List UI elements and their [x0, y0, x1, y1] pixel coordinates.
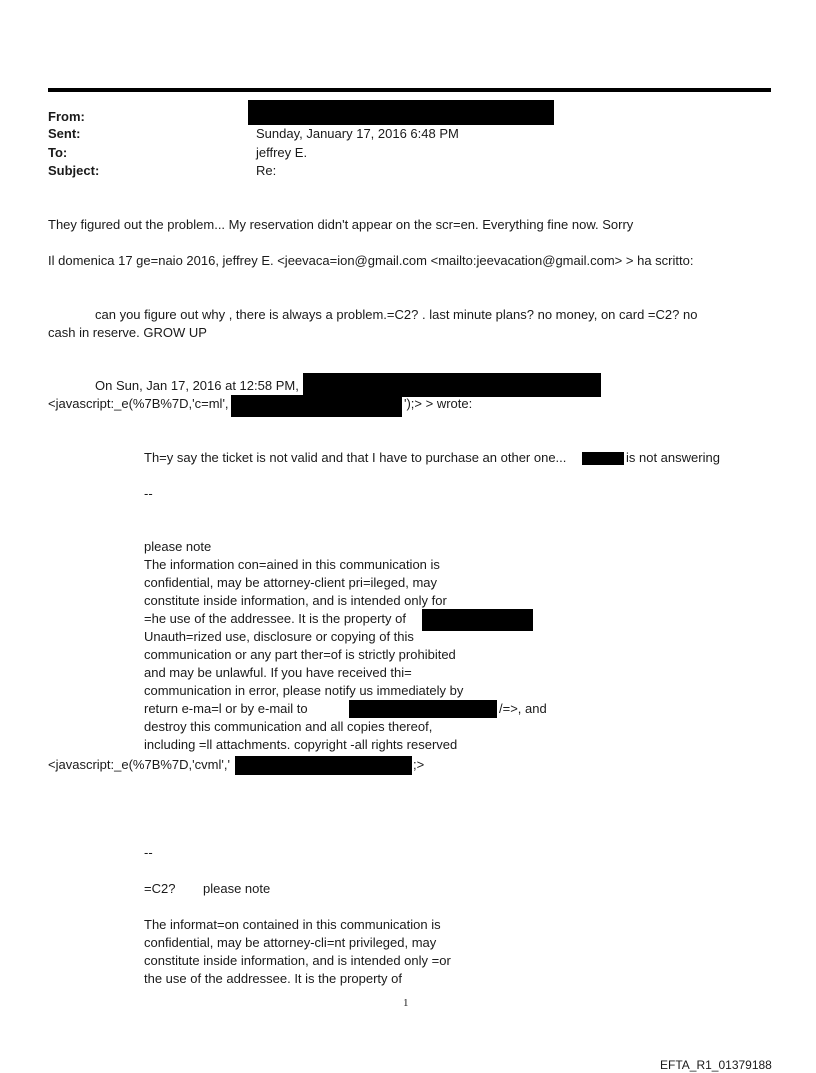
note1-line: =he use of the addressee. It is the property of	[144, 611, 406, 626]
note1-line: return e-ma=l or by e-mail to	[144, 701, 308, 716]
note2-line: constitute inside information, and is intended only =or	[144, 953, 451, 968]
note2-head-b: please note	[203, 881, 271, 896]
signature-separator-2: --	[144, 845, 153, 860]
note2-head-a: =C2?	[144, 881, 176, 896]
note1-line: Unauth=rized use, disclosure or copying of this	[144, 629, 414, 644]
note1-line: constitute inside information, and is intended only for	[144, 593, 447, 608]
sent-value: Sunday, January 17, 2016 6:48 PM	[256, 126, 459, 141]
on-sun-line-b1: <javascript:_e(%7B%7D,'c=ml',	[48, 396, 229, 411]
redaction-js-2	[235, 756, 412, 775]
quote-1-line-a: can you figure out why , there is always a problem.=C2? . last minute plans? no money, on card =C2? no	[95, 307, 698, 322]
note1-line: please note	[144, 539, 212, 554]
ticket-line-a: Th=y say the ticket is not valid and that I have to purchase an other one...	[144, 450, 567, 465]
note2-line: the use of the addressee. It is the property of	[144, 971, 402, 986]
redaction-property	[422, 609, 533, 631]
signature-separator-1: --	[144, 486, 153, 501]
header-rule	[48, 88, 771, 92]
note1-line: communication in error, please notify us immediately by	[144, 683, 464, 698]
to-label: To:	[48, 145, 68, 160]
document-id: EFTA_R1_01379188	[660, 1058, 772, 1072]
body-line-2: Il domenica 17 ge=naio 2016, jeffrey E. <jeevaca=ion@gmail.com <mailto:jeevacation@gmail.com> > ha scritto:	[48, 253, 694, 268]
js-link-2-b: ;>	[413, 757, 425, 772]
redaction-name	[582, 452, 624, 465]
body-line-1: They figured out the problem... My reservation didn't appear on the scr=en. Everything fine now. Sorry	[48, 217, 634, 232]
subject-label: Subject:	[48, 163, 100, 178]
note1-line: destroy this communication and all copies thereof,	[144, 719, 433, 734]
redaction-sender	[303, 373, 601, 397]
note1-line: including =ll attachments. copyright -all rights reserved	[144, 737, 458, 752]
page-number: 1	[403, 997, 409, 1009]
note1-line: The information con=ained in this communication is	[144, 557, 440, 572]
from-label: From:	[48, 109, 85, 124]
note1-line: confidential, may be attorney-client pri=ileged, may	[144, 575, 438, 590]
note2-line: confidential, may be attorney-cli=nt privileged, may	[144, 935, 437, 950]
note1-email-tail: /=>, and	[499, 701, 547, 716]
redaction-js-email	[231, 395, 402, 417]
note1-line: communication or any part ther=of is strictly prohibited	[144, 647, 456, 662]
js-link-2-a: <javascript:_e(%7B%7D,'cvml','	[48, 757, 230, 772]
note2-line: The informat=on contained in this communication is	[144, 917, 441, 932]
on-sun-line-b2: ');> > wrote:	[404, 396, 473, 411]
quote-1-line-b: cash in reserve. GROW UP	[48, 325, 207, 340]
redaction-email	[349, 700, 497, 718]
on-sun-line-a: On Sun, Jan 17, 2016 at 12:58 PM,	[95, 378, 299, 393]
subject-value: Re:	[256, 163, 277, 178]
ticket-line-b: is not answering	[626, 450, 720, 465]
to-value: jeffrey E.	[256, 145, 308, 160]
redaction-from	[248, 100, 554, 125]
note1-line: and may be unlawful. If you have received thi=	[144, 665, 412, 680]
sent-label: Sent:	[48, 126, 81, 141]
